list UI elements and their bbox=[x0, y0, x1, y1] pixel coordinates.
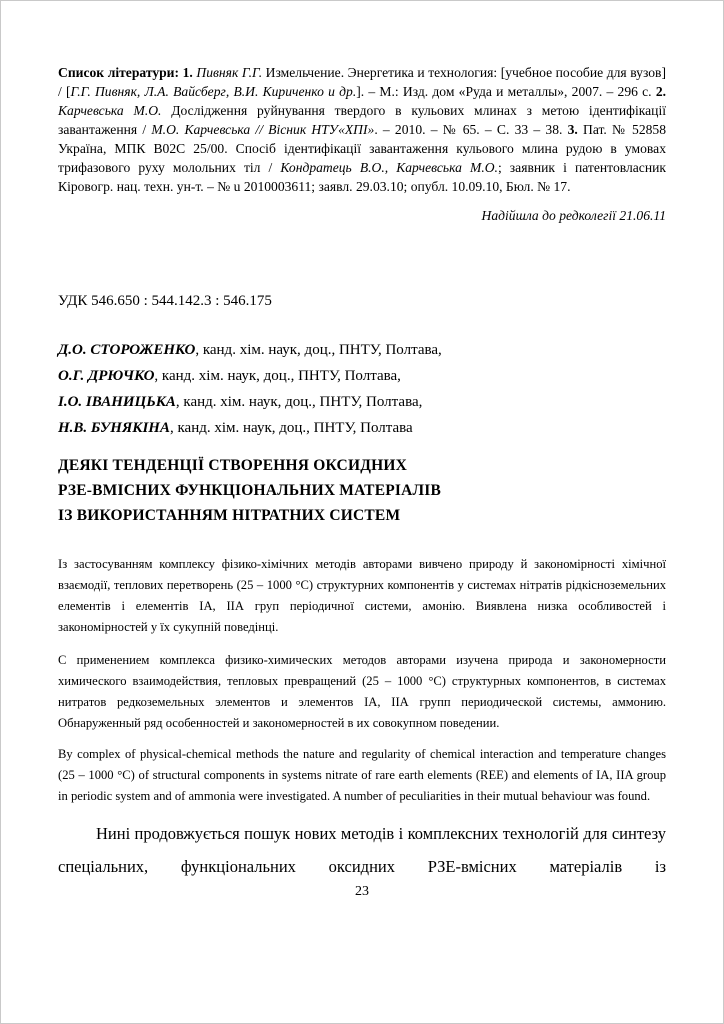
references-paragraph: Список літератури: 1. Пивняк Г.Г. Измельчение. Энергетика и технология: [учебное пособие для вузов] / [Г.Г. Пивняк, Л.А. Вайсберг, В.И. Кириченко и др.]. – М.: Изд. дом «Руда и металлы», 2007. – 296 с. 2. Карчевська М.О. Дослідження руйнування твердого в кульових млинах з метою ідентифікації завантаження / М.О. Карчевська // Вісник НТУ«ХПІ». – 2010. – № 65. – С. 33 – 38. 3. Пат. № 52858 Україна, МПК В02С 25/00. Спосіб ідентифікації завантаження кульового млина рудою в умовах трифазового руху молольних тіл / Кондратець В.О., Карчевська М.О.; заявник і патентовласник Кіровогр. нац. техн. ун-т. – № u 2010003611; заявл. 29.03.10; опубл. 10.09.10, Бюл. № 17. bbox=[58, 65, 667, 194]
udc-line: УДК 546.650 : 544.142.3 : 546.175 bbox=[58, 293, 272, 309]
author-line bbox=[58, 389, 666, 415]
author-name: Н.В. БУНЯКІНА bbox=[58, 420, 170, 436]
abstract-english: By complex of physical-chemical methods the nature and regularity of chemical interaction and temperature changes (25 – 1000 °С) of structural components in systems nitrate of rare earth elements (REE) and elements of IA, IIA group in periodic system and of ammonia were investigated. A number of peculiarities in their mutual behaviour was found. bbox=[58, 747, 666, 803]
article-title-line: ІЗ ВИКОРИСТАННЯМ НІТРАТНИХ СИСТЕМ bbox=[58, 507, 401, 524]
article-title-line: РЗЕ-ВМІСНИХ ФУНКЦІОНАЛЬНИХ МАТЕРІАЛІВ bbox=[58, 482, 442, 499]
article-title-line: ДЕЯКІ ТЕНДЕНЦІЇ СТВОРЕННЯ ОКСИДНИХ bbox=[58, 457, 407, 474]
received-note: Надійшла до редколегії 21.06.11 bbox=[481, 208, 666, 223]
body-paragraph: Нині продовжується пошук нових методів і комплексних технологій для синтезу спеціальних, функціональних оксидних РЗЕ-вмісних матеріалів із bbox=[58, 824, 666, 876]
abstract-ukrainian: Із застосуванням комплексу фізико-хімічних методів авторами вивчено природу й закономірності хімічної взаємодії, теплових перетворень (25 – 1000 °С) структурних компонентів у системах нітратів рідкісноземельних елементів і елементів ІА, ІІА груп періодичної системи, амонію. Виявлена низка особливостей і закономірностей у їх сукупній поведінці. bbox=[58, 557, 666, 634]
article-title bbox=[58, 453, 666, 528]
author-affiliation: , канд. хім. наук, доц., ПНТУ, Полтава bbox=[169, 420, 413, 436]
author-affiliation: , канд. хім. наук, доц., ПНТУ, Полтава, bbox=[154, 368, 401, 384]
author-affiliation: , канд. хім. наук, доц., ПНТУ, Полтава, bbox=[195, 342, 442, 358]
abstract-russian: С применением комплекса физико-химических методов авторами изучена природа и закономерности химического взаимодействия, тепловых превращений (25 – 1000 °С) структурных компонентов, в системах нитратов редкоземельных элементов и элементов ІА, ІІА групп периодической системы, аммонию. Обнаруженный ряд особенностей и закономерностей в их совокупном поведении. bbox=[58, 653, 666, 730]
author-affiliation: , канд. хім. наук, доц., ПНТУ, Полтава, bbox=[175, 394, 423, 410]
author-line bbox=[58, 337, 666, 363]
author-name: І.О. ІВАНИЦЬКА bbox=[58, 394, 176, 410]
author-line bbox=[58, 363, 666, 389]
authors-block bbox=[58, 337, 666, 441]
author-name: О.Г. ДРЮЧКО bbox=[58, 368, 155, 384]
author-name: Д.О. СТОРОЖЕНКО bbox=[58, 342, 196, 358]
page-number: 23 bbox=[355, 884, 369, 899]
author-line bbox=[58, 415, 666, 441]
